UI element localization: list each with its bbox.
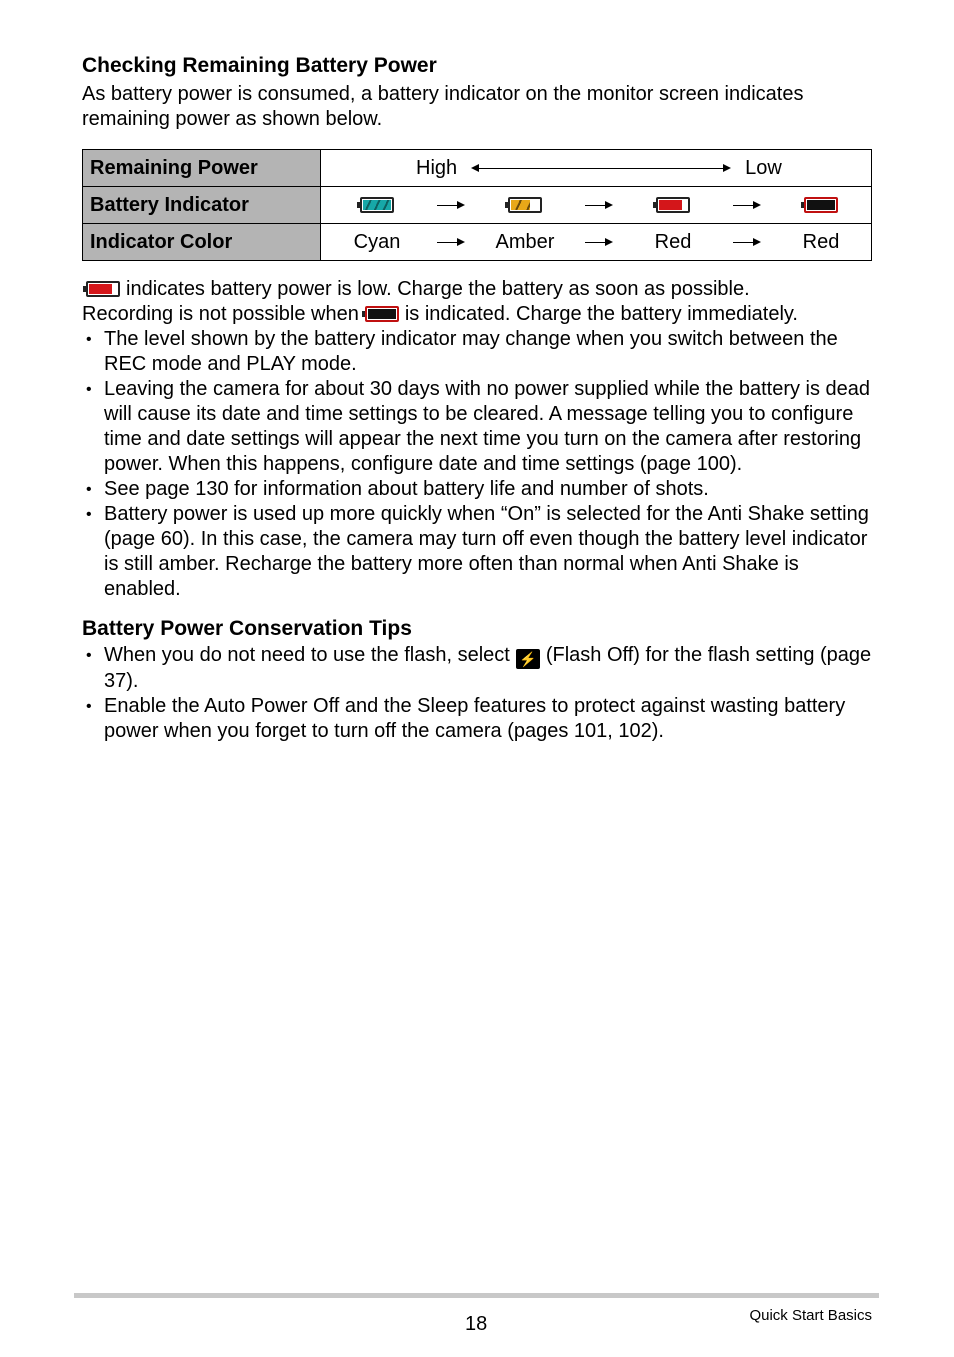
battery-medium-amber-icon	[508, 197, 542, 213]
color-label: Red	[654, 230, 692, 253]
arrow-right-icon	[585, 200, 613, 210]
section-title-conservation-tips: Battery Power Conservation Tips	[82, 617, 412, 640]
tips-bullet-list	[82, 643, 872, 744]
row-label-remaining-power: Remaining Power	[83, 150, 321, 187]
list-item: • Enable the Auto Power Off and the Sleep features to protect against wasting battery power when you forget to turn off the camera (pages 101, 102).	[82, 694, 872, 744]
color-label: Red	[802, 230, 840, 253]
high-low-arrow-icon	[471, 163, 731, 173]
table-row-indicator-color	[83, 224, 872, 261]
battery-full-cyan-icon	[360, 197, 394, 213]
arrow-right-icon	[733, 200, 761, 210]
battery-empty-red-icon	[365, 306, 399, 322]
footer-section-name: Quick Start Basics	[749, 1307, 872, 1324]
page-content	[82, 52, 872, 744]
arrow-right-icon	[733, 237, 761, 247]
row-label-battery-indicator: Battery Indicator	[83, 187, 321, 224]
list-item: • Battery power is used up more quickly when “On” is selected for the Anti Shake setting (page 60). In this case, the camera may turn off even though the battery level indicator is still amber. Recharge the battery more often than normal when Anti Shake is enabled.	[82, 502, 872, 602]
intro-paragraph: As battery power is consumed, a battery indicator on the monitor screen indicates remaining power as shown below.	[82, 83, 804, 130]
arrow-right-icon	[585, 237, 613, 247]
flash-off-icon: ⚡	[516, 649, 540, 669]
table-row-remaining-power	[83, 150, 872, 187]
battery-low-red-icon	[656, 197, 690, 213]
battery-table	[82, 149, 872, 261]
battery-notes	[82, 277, 872, 602]
high-label: High	[416, 156, 458, 179]
table-row-battery-indicator	[83, 187, 872, 224]
battery-low-red-icon	[86, 281, 120, 297]
list-item: • Leaving the camera for about 30 days with no power supplied while the battery is dead will cause its date and time settings to be cleared. A message telling you to configure time and date settings will appear the next time you turn on the camera after restoring power. When this happens, configure date and time settings (page 100).	[82, 377, 872, 477]
low-label: Low	[745, 156, 782, 179]
color-label: Amber	[495, 230, 555, 253]
battery-empty-red-icon	[804, 197, 838, 213]
list-item: • See page 130 for information about battery life and number of shots.	[82, 477, 872, 502]
list-item: • The level shown by the battery indicator may change when you switch between the REC mode and PLAY mode.	[82, 327, 872, 377]
note-empty-battery: Recording is not possible when is indicated. Charge the battery immediately.	[82, 303, 798, 325]
battery-bullet-list	[82, 327, 872, 602]
arrow-right-icon	[437, 237, 465, 247]
page-number: 18	[465, 1313, 488, 1335]
note-low-battery: indicates battery power is low. Charge the battery as soon as possible.	[82, 277, 872, 302]
footer-divider	[74, 1293, 879, 1298]
list-item: • When you do not need to use the flash, select ⚡ (Flash Off) for the flash setting (page 37).	[82, 643, 872, 694]
row-label-indicator-color: Indicator Color	[83, 224, 321, 261]
color-label: Cyan	[353, 230, 401, 253]
arrow-right-icon	[437, 200, 465, 210]
section-title-battery-power: Checking Remaining Battery Power	[82, 54, 437, 77]
